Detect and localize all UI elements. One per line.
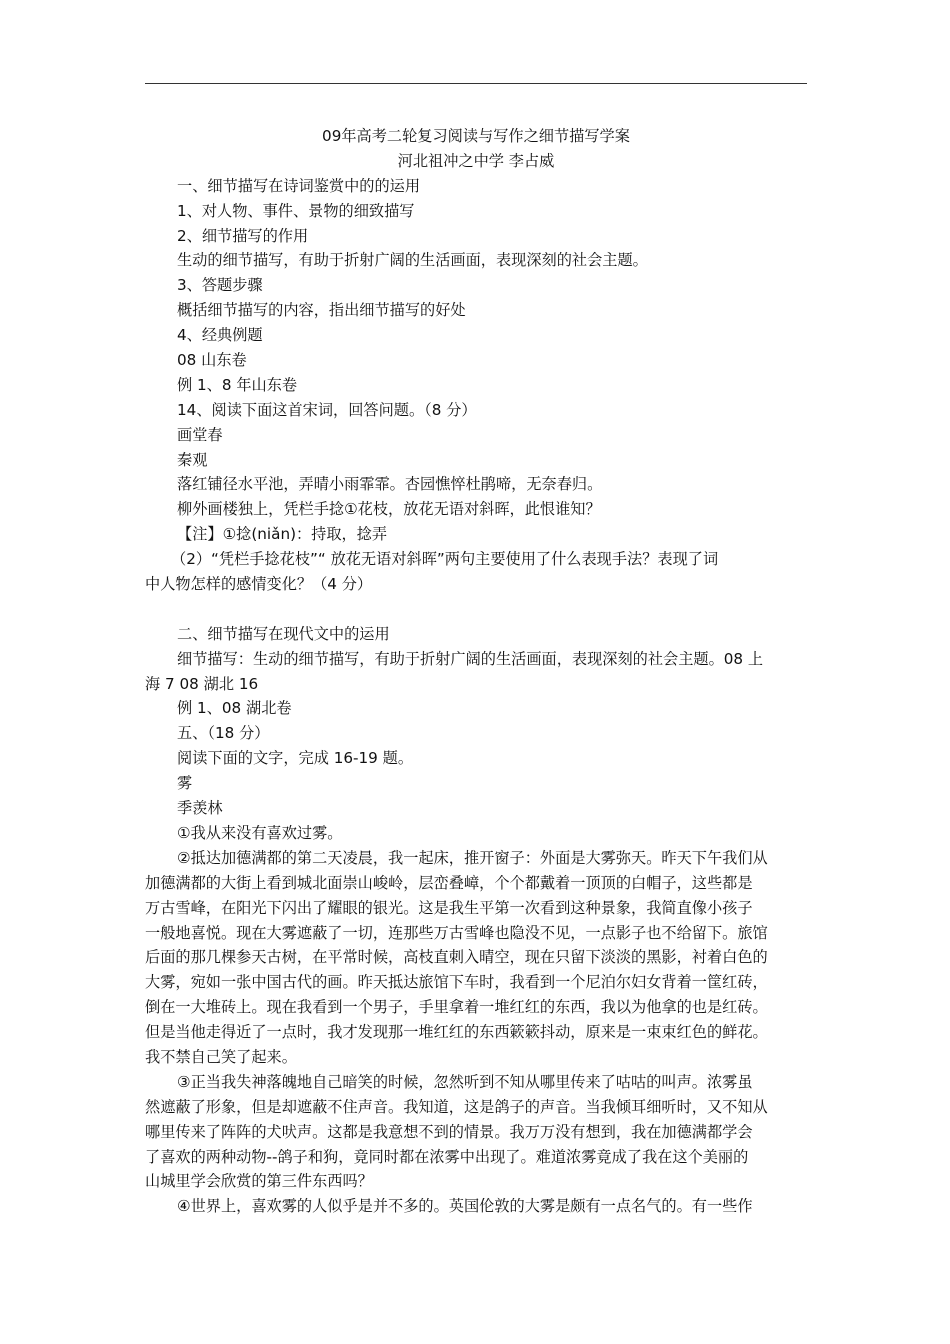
section1-item-2-text: 生动的细节描写，有助于折射广阔的生活画面，表现深刻的社会主题。	[177, 251, 648, 270]
section1-item-3-text: 概括细节描写的内容，指出细节描写的好处	[177, 301, 466, 320]
section1-exam-source: 08 山东卷	[177, 351, 247, 370]
document-body	[145, 124, 807, 1219]
essay-paragraph-3-line: 了喜欢的两种动物--鸽子和狗，竟同时都在浓雾中出现了。难道浓雾竟成了我在这个美丽的	[145, 1147, 749, 1166]
section2-definition-cont: 海 7 08 湖北 16	[145, 674, 259, 693]
section1-question-14: 14、阅读下面这首宋词，回答问题。（8 分）	[177, 400, 477, 419]
essay-paragraph-3-line: 哪里传来了阵阵的犬吠声。这都是我意想不到的情景。我万万没有想到，我在加德满都学会	[145, 1122, 753, 1141]
section2-example-label: 例 1、08 湖北卷	[177, 699, 292, 718]
spacer	[145, 597, 807, 622]
poem-author: 秦观	[177, 450, 208, 469]
document-title: 09年高考二轮复习阅读与写作之细节描写学案	[322, 127, 630, 145]
essay-paragraph-2-line: 万古雪峰，在阳光下闪出了耀眼的银光。这是我生平第一次看到这种景象，我简直像小孩子	[145, 898, 753, 917]
essay-paragraph-2-line: ②抵达加德满都的第二天凌晨，我一起床，推开窗子：外面是大雾弥天。昨天下午我们从	[177, 848, 768, 867]
essay-paragraph-4-line: ④世界上，喜欢雾的人似乎是并不多的。英国伦敦的大雾是颇有一点名气的。有一些作	[177, 1197, 753, 1216]
section2-heading: 二、细节描写在现代文中的运用	[177, 624, 390, 643]
essay-paragraph-2-line: 我不禁自己笑了起来。	[145, 1047, 297, 1066]
header-rule	[145, 83, 807, 84]
essay-paragraph-3-line: 山城里学会欣赏的第三件东西吗？	[145, 1172, 373, 1191]
document-author: 河北祖冲之中学 李占威	[397, 151, 555, 170]
section1-heading: 一、细节描写在诗词鉴赏中的的运用	[177, 176, 420, 195]
poem-title: 画堂春	[177, 425, 223, 444]
essay-paragraph-2-line: 但是当他走得近了一点时，我才发现那一堆红红的东西簌簌抖动，原来是一束束红色的鲜花。	[145, 1023, 768, 1042]
essay-paragraph-2-line: 大雾，宛如一张中国古代的画。昨天抵达旅馆下车时，我看到一个尼泊尔妇女背着一筐红砖，	[145, 973, 768, 992]
essay-paragraph-3-line: ③正当我失神落魄地自己暗笑的时候，忽然听到不知从哪里传来了咕咕的叫声。浓雾虽	[177, 1072, 753, 1091]
essay-paragraph-2-line: 一般地喜悦。现在大雾遮蔽了一切，连那些万古雪峰也隐没不见，一点影子也不给留下。旅馆	[145, 923, 768, 942]
section2-part-label: 五、（18 分）	[177, 724, 270, 743]
question-text: 中人物怎样的感情变化？（4 分）	[145, 575, 373, 594]
section1-item-1: 1、对人物、事件、景物的细致描写	[177, 201, 415, 220]
section1-example-label: 例 1、8 年山东卷	[177, 375, 298, 394]
section2-definition: 细节描写：生动的细节描写，有助于折射广阔的生活画面，表现深刻的社会主题。08 上	[177, 649, 764, 668]
essay-paragraph-1: ①我从来没有喜欢过雾。	[177, 823, 343, 842]
section1-item-3: 3、答题步骤	[177, 276, 263, 295]
section2-instruction: 阅读下面的文字，完成 16-19 题。	[177, 749, 414, 768]
essay-title: 雾	[177, 774, 193, 793]
poem-line: 柳外画楼独上，凭栏手捻①花枝，放花无语对斜晖，此恨谁知？	[177, 500, 601, 519]
essay-paragraph-3-line: 然遮蔽了形象，但是却遮蔽不住声音。我知道，这是鸽子的声音。当我倾耳细听时，又不知从	[145, 1097, 768, 1116]
section1-item-2: 2、细节描写的作用	[177, 226, 309, 245]
essay-paragraph-2-line: 后面的那几棵参天古树，在平常时候，高枝直刺入晴空，现在只留下淡淡的黑影，衬着白色的	[145, 948, 768, 967]
question-text: （2）“凭栏手捻花枝”“ 放花无语对斜晖”两句主要使用了什么表现手法？表现了词	[171, 550, 719, 569]
poem-line: 落红铺径水平池，弄晴小雨霏霏。杏园憔悴杜鹃啼，无奈春归。	[177, 475, 603, 494]
poem-note: 【注】①捻(niǎn)：持取，捻弄	[177, 525, 388, 544]
essay-paragraph-2-line: 加德满都的大街上看到城北面崇山峻岭，层峦叠嶂，个个都戴着一顶顶的白帽子，这些都是	[145, 873, 753, 892]
section1-item-4: 4、经典例题	[177, 326, 263, 345]
essay-paragraph-2-line: 倒在一大堆砖上。现在我看到一个男子，手里拿着一堆红红的东西，我以为他拿的也是红砖。	[145, 998, 768, 1017]
essay-author: 季羡林	[177, 799, 223, 818]
